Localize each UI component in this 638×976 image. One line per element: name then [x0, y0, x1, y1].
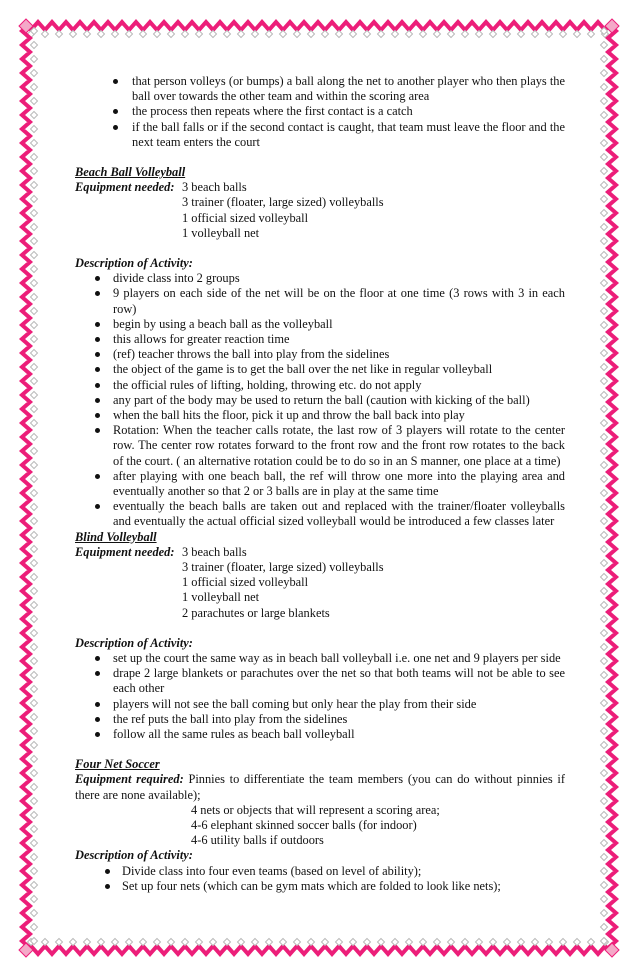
border-diamond — [31, 280, 38, 287]
border-diamond — [31, 924, 38, 931]
border-diamond — [322, 31, 329, 38]
border-diamond — [504, 939, 511, 946]
border-diamond — [294, 939, 301, 946]
border-diamond — [601, 896, 608, 903]
border-diamond — [601, 700, 608, 707]
border-diamond — [601, 854, 608, 861]
border-diamond — [601, 196, 608, 203]
border-diamond — [31, 742, 38, 749]
border-diamond — [601, 798, 608, 805]
border-diamond — [182, 31, 189, 38]
border-diamond — [31, 112, 38, 119]
border-diamond — [42, 31, 49, 38]
border-diamond — [601, 126, 608, 133]
border-diamond — [462, 939, 469, 946]
border-diamond — [280, 31, 287, 38]
border-zigzag — [608, 24, 616, 948]
border-diamond — [601, 630, 608, 637]
border-diamond — [601, 364, 608, 371]
border-diamond — [31, 896, 38, 903]
list-item: after playing with one beach ball, the ref will throw one more into the playing area and eventually another so that 2 or 3 balls are in play at the same time — [75, 469, 565, 499]
border-diamond — [601, 392, 608, 399]
border-diamond — [56, 939, 63, 946]
border-diamond — [182, 939, 189, 946]
list-item: Rotation: When the teacher calls rotate, the last row of 3 players will rotate to the center row. The center row rotates forward to the front row and the front row rotates to the back of the court. ( an alternative rotation could be to do so in an S manner, one place at a time) — [75, 423, 565, 469]
list-item: the process then repeats where the first contact is a catch — [75, 104, 565, 119]
border-diamond — [31, 140, 38, 147]
border-diamond — [601, 420, 608, 427]
description-label: Description of Activity — [75, 635, 189, 650]
border-diamond — [126, 939, 133, 946]
border-diamond — [601, 280, 608, 287]
border-diamond — [31, 308, 38, 315]
border-diamond — [364, 939, 371, 946]
border-diamond — [252, 31, 259, 38]
border-diamond — [31, 252, 38, 259]
border-diamond — [420, 31, 427, 38]
border-diamond — [462, 31, 469, 38]
border-diamond — [31, 546, 38, 553]
border-diamond — [476, 939, 483, 946]
border-diamond — [31, 364, 38, 371]
list-item: the official rules of lifting, holding, throwing etc. do not apply — [75, 378, 565, 393]
border-diamond — [476, 31, 483, 38]
border-diamond — [601, 462, 608, 469]
border-diamond — [168, 31, 175, 38]
border-diamond — [70, 31, 77, 38]
border-diamond — [31, 868, 38, 875]
border-diamond — [560, 31, 567, 38]
border-diamond — [126, 31, 133, 38]
border-diamond — [601, 98, 608, 105]
border-diamond — [31, 812, 38, 819]
border-diamond — [308, 939, 315, 946]
border-diamond — [31, 784, 38, 791]
list-item: the ref puts the ball into play from the sidelines — [75, 712, 565, 727]
border-diamond — [378, 31, 385, 38]
border-diamond — [518, 939, 525, 946]
border-diamond — [31, 700, 38, 707]
border-diamond — [448, 939, 455, 946]
border-diamond — [140, 939, 147, 946]
border-diamond — [31, 462, 38, 469]
border-diamond — [601, 308, 608, 315]
border-diamond — [601, 714, 608, 721]
border-diamond — [31, 574, 38, 581]
border-diamond — [601, 490, 608, 497]
border-diamond — [601, 210, 608, 217]
beach-steps-list — [75, 271, 565, 529]
border-diamond — [601, 602, 608, 609]
border-diamond — [588, 31, 595, 38]
border-diamond — [98, 939, 105, 946]
border-diamond — [392, 939, 399, 946]
soccer-equipment-first: Equipment required: Pinnies to differentiate the team members (you can do without pinnies if there are none available); — [75, 772, 565, 802]
border-diamond — [84, 939, 91, 946]
border-diamond — [601, 350, 608, 357]
border-diamond — [31, 588, 38, 595]
border-diamond — [601, 294, 608, 301]
border-diamond — [224, 939, 231, 946]
border-diamond — [601, 742, 608, 749]
list-item: when the ball hits the floor, pick it up and throw the ball back into play — [75, 408, 565, 423]
border-zigzag — [22, 24, 30, 948]
border-diamond — [31, 910, 38, 917]
equipment-item: 3 beach balls — [182, 180, 247, 195]
border-diamond — [196, 31, 203, 38]
border-zigzag — [24, 22, 612, 30]
border-diamond — [601, 322, 608, 329]
border-diamond — [31, 532, 38, 539]
border-diamond — [601, 406, 608, 413]
equipment-label: Equipment required — [75, 772, 180, 787]
equipment-item: 1 official sized volleyball — [182, 210, 309, 225]
border-diamond — [31, 658, 38, 665]
border-diamond — [601, 784, 608, 791]
border-diamond — [154, 31, 161, 38]
border-diamond — [560, 939, 567, 946]
equipment-label: Equipment needed — [75, 544, 171, 559]
border-diamond — [266, 939, 273, 946]
beach-equipment-row: Equipment needed: 3 beach balls — [75, 180, 247, 195]
list-item: Set up four nets (which can be gym mats which are folded to look like nets); — [75, 879, 565, 894]
border-diamond — [601, 168, 608, 175]
blind-equipment-row: Equipment needed: 3 beach balls — [75, 544, 247, 559]
border-diamond — [31, 756, 38, 763]
border-diamond — [434, 31, 441, 38]
border-diamond — [31, 406, 38, 413]
border-diamond — [31, 630, 38, 637]
equipment-item: 2 parachutes or large blankets — [182, 605, 330, 620]
border-diamond — [31, 672, 38, 679]
border-diamond — [31, 420, 38, 427]
border-diamond — [31, 840, 38, 847]
border-diamond — [546, 939, 553, 946]
four-net-soccer-heading: Four Net Soccer — [75, 757, 160, 772]
border-diamond — [518, 31, 525, 38]
border-diamond — [601, 70, 608, 77]
border-diamond — [31, 728, 38, 735]
equipment-item: 4-6 elephant skinned soccer balls (for indoor) — [191, 817, 417, 832]
blind-steps-list — [75, 651, 565, 742]
border-diamond — [252, 939, 259, 946]
list-item: if the ball falls or if the second contact is caught, that team must leave the floor and the next team enters the court — [75, 120, 565, 150]
border-diamond — [601, 868, 608, 875]
border-diamond — [350, 31, 357, 38]
border-diamond — [601, 56, 608, 63]
border-diamond — [31, 182, 38, 189]
border-diamond — [601, 252, 608, 259]
list-item: (ref) teacher throws the ball into play from the sidelines — [75, 347, 565, 362]
border-diamond — [31, 294, 38, 301]
border-diamond — [601, 560, 608, 567]
border-diamond — [31, 210, 38, 217]
border-diamond — [266, 31, 273, 38]
list-item: begin by using a beach ball as the volleyball — [75, 317, 565, 332]
border-diamond — [154, 939, 161, 946]
border-diamond — [601, 924, 608, 931]
border-diamond — [601, 728, 608, 735]
border-diamond — [601, 588, 608, 595]
border-diamond — [601, 826, 608, 833]
border-diamond — [601, 658, 608, 665]
border-diamond — [112, 31, 119, 38]
equipment-item: Pinnies to differentiate the team members (you can do without pinnies if there are none available); — [75, 772, 565, 802]
border-diamond — [31, 602, 38, 609]
border-diamond — [532, 31, 539, 38]
border-diamond — [31, 644, 38, 651]
border-diamond — [31, 448, 38, 455]
border-diamond — [31, 98, 38, 105]
equipment-label: Equipment needed — [75, 180, 171, 195]
list-item: the object of the game is to get the ball over the net like in regular volleyball — [75, 362, 565, 377]
border-diamond — [31, 126, 38, 133]
equipment-item: 1 official sized volleyball — [182, 575, 309, 590]
border-diamond — [601, 686, 608, 693]
border-diamond — [31, 70, 38, 77]
list-item: set up the court the same way as in beach ball volleyball i.e. one net and 9 players per side — [75, 651, 565, 666]
border-diamond — [31, 168, 38, 175]
border-diamond — [546, 31, 553, 38]
border-diamond — [601, 84, 608, 91]
border-diamond — [31, 616, 38, 623]
list-item: divide class into 2 groups — [75, 271, 565, 286]
border-diamond — [601, 574, 608, 581]
border-diamond — [574, 939, 581, 946]
border-diamond — [490, 939, 497, 946]
border-diamond — [601, 42, 608, 49]
border-diamond — [112, 939, 119, 946]
border-diamond — [601, 616, 608, 623]
soccer-steps-list — [75, 864, 565, 894]
border-diamond — [601, 532, 608, 539]
blind-volleyball-heading: Blind Volleyball — [75, 529, 157, 544]
border-diamond — [322, 939, 329, 946]
list-item: 9 players on each side of the net will be on the floor at one time (3 rows with 3 in each row) — [75, 286, 565, 316]
equipment-item: 4-6 utility balls if outdoors — [191, 833, 324, 848]
border-diamond — [601, 140, 608, 147]
border-diamond — [42, 939, 49, 946]
border-diamond — [70, 939, 77, 946]
border-diamond — [31, 42, 38, 49]
list-item: Divide class into four even teams (based on level of ability); — [75, 864, 565, 879]
border-diamond — [308, 31, 315, 38]
border-diamond — [601, 910, 608, 917]
border-diamond — [336, 939, 343, 946]
equipment-item: 1 volleyball net — [182, 590, 260, 605]
border-diamond — [605, 943, 619, 957]
border-diamond — [601, 378, 608, 385]
border-diamond — [31, 434, 38, 441]
border-diamond — [31, 350, 38, 357]
border-diamond — [601, 112, 608, 119]
equipment-item: 4 nets or objects that will represent a scoring area; — [191, 802, 440, 817]
border-diamond — [601, 546, 608, 553]
border-diamond — [31, 490, 38, 497]
border-diamond — [84, 31, 91, 38]
equipment-item: 1 volleyball net — [182, 225, 260, 240]
border-diamond — [168, 939, 175, 946]
border-diamond — [56, 31, 63, 38]
border-diamond — [280, 939, 287, 946]
border-diamond — [31, 798, 38, 805]
border-diamond — [601, 672, 608, 679]
list-item: players will not see the ball coming but only hear the play from their side — [75, 697, 565, 712]
list-item: eventually the beach balls are taken out and replaced with the trainer/floater volleyballs and eventually the actual official sized volleyball would be introduced a few classes later — [75, 499, 565, 529]
border-diamond — [31, 882, 38, 889]
border-diamond — [140, 31, 147, 38]
list-item: any part of the body may be used to return the ball (caution with kicking of the ball) — [75, 393, 565, 408]
border-diamond — [601, 154, 608, 161]
list-item: that person volleys (or bumps) a ball along the net to another player who then plays the ball over towards the other team and within the scoring area — [75, 74, 565, 104]
border-diamond — [601, 504, 608, 511]
border-diamond — [98, 31, 105, 38]
border-diamond — [378, 939, 385, 946]
border-diamond — [31, 322, 38, 329]
border-diamond — [601, 882, 608, 889]
border-diamond — [238, 31, 245, 38]
border-diamond — [31, 238, 38, 245]
border-diamond — [601, 434, 608, 441]
border-diamond — [601, 224, 608, 231]
border-diamond — [490, 31, 497, 38]
border-zigzag — [24, 946, 612, 954]
beach-ball-volleyball-heading: Beach Ball Volleyball — [75, 165, 186, 180]
border-diamond — [601, 812, 608, 819]
border-diamond — [224, 31, 231, 38]
border-diamond — [601, 182, 608, 189]
border-diamond — [31, 686, 38, 693]
border-diamond — [31, 224, 38, 231]
border-diamond — [392, 31, 399, 38]
border-diamond — [406, 939, 413, 946]
list-item: drape 2 large blankets or parachutes over the net so that both teams will not be able to see each other — [75, 666, 565, 696]
border-diamond — [574, 31, 581, 38]
border-diamond — [31, 714, 38, 721]
border-diamond — [31, 504, 38, 511]
border-diamond — [31, 196, 38, 203]
border-diamond — [31, 560, 38, 567]
continued-rules-list — [75, 74, 565, 150]
border-diamond — [31, 56, 38, 63]
border-diamond — [31, 154, 38, 161]
border-diamond — [31, 770, 38, 777]
border-diamond — [420, 939, 427, 946]
border-diamond — [31, 84, 38, 91]
border-diamond — [31, 378, 38, 385]
border-diamond — [601, 770, 608, 777]
border-diamond — [601, 238, 608, 245]
border-diamond — [336, 31, 343, 38]
border-diamond — [504, 31, 511, 38]
border-diamond — [31, 476, 38, 483]
border-diamond — [588, 939, 595, 946]
border-diamond — [601, 476, 608, 483]
border-diamond — [31, 826, 38, 833]
border-diamond — [210, 31, 217, 38]
border-diamond — [196, 939, 203, 946]
border-diamond — [434, 939, 441, 946]
border-diamond — [601, 840, 608, 847]
border-diamond — [601, 266, 608, 273]
border-diamond — [601, 644, 608, 651]
border-diamond — [31, 266, 38, 273]
border-diamond — [210, 939, 217, 946]
border-diamond — [31, 392, 38, 399]
border-diamond — [238, 939, 245, 946]
border-diamond — [601, 448, 608, 455]
border-diamond — [448, 31, 455, 38]
description-label: Description of Activity — [75, 255, 189, 270]
border-diamond — [294, 31, 301, 38]
equipment-item: 3 trainer (floater, large sized) volleyballs — [182, 560, 384, 575]
border-diamond — [601, 756, 608, 763]
list-item: follow all the same rules as beach ball volleyball — [75, 727, 565, 742]
border-diamond — [601, 336, 608, 343]
border-diamond — [31, 854, 38, 861]
border-diamond — [31, 518, 38, 525]
border-diamond — [31, 336, 38, 343]
equipment-item: 3 beach balls — [182, 544, 247, 559]
border-diamond — [532, 939, 539, 946]
list-item: this allows for greater reaction time — [75, 332, 565, 347]
border-diamond — [601, 518, 608, 525]
description-label: Description of Activity — [75, 848, 189, 863]
border-diamond — [350, 939, 357, 946]
border-diamond — [364, 31, 371, 38]
border-diamond — [406, 31, 413, 38]
page-content: that person volleys (or bumps) a ball along the net to another player who then plays the ball over towards the other team and within the scoring area the process then repeats where the first contact is a catch if the ball falls or if the second contact is caught, that team must leave the floor and the next team enters the court Beach Ball Volleyball Equipment needed: 3 beach balls 3 trainer (floater, large sized) volleyballs 1 official sized volleyball 1 volleyball net Description of Activity: divide class into 2 groups 9 players on each side of the net will be on the floor at one time (3 rows with 3 in each row) begin by using a beach ball as the volleyball this allows for greater reaction time (ref) teacher throws the ball into play from the sidelines the object of the game is to get the ball over the net like in regular volleyball the official rules of lifting, holding, throwing etc. do not apply any part of the body may be used to return the ball (caution with kicking of the ball) when the ball hits the floor, pick it up and throw the ball back into play Rotation: When the teacher calls rotate, the last row of 3 players will rotate to the center row. The center row rotates forward to the front row and the front row rotates to the back of the court. ( an alternative rotation could be to do so in an S manner, one place at a time) after playing with one beach ball, the ref will throw one more into the playing area and eventually another so that 2 or 3 balls are in play at the same time eventually the beach balls are taken out and replaced with the trainer/floater volleyballs and eventually the actual official sized volleyball would be introduced a few classes later Blind Volleyball Equipment needed: 3 beach balls 3 trainer (floater, large sized) volleyballs 1 official sized volleyball 1 volleyball net 2 parachutes or large blankets Description of Activity: set up the court the same way as in beach ball volleyball i.e. one net and 9 players per side drape 2 large blankets or parachutes over the net so that both teams will not be able to see each other players will not see the ball coming but only hear the play from their side the ref puts the ball into play from the sidelines follow all the same rules as beach ball volleyball Four Net Soccer Equipment required: Pinnies to differentiate the team members (you can do without pinnies if there are none available); 4 nets or objects that will represent a scoring area; 4-6 elephant skinned soccer balls (for indoor) 4-6 utility balls if outdoors Description of Activity: Divide class into four even teams (based on level of ability); Set up four nets (which can be gym mats which are folded to look like nets); — [75, 74, 565, 893]
equipment-item: 3 trainer (floater, large sized) volleyballs — [182, 195, 384, 210]
